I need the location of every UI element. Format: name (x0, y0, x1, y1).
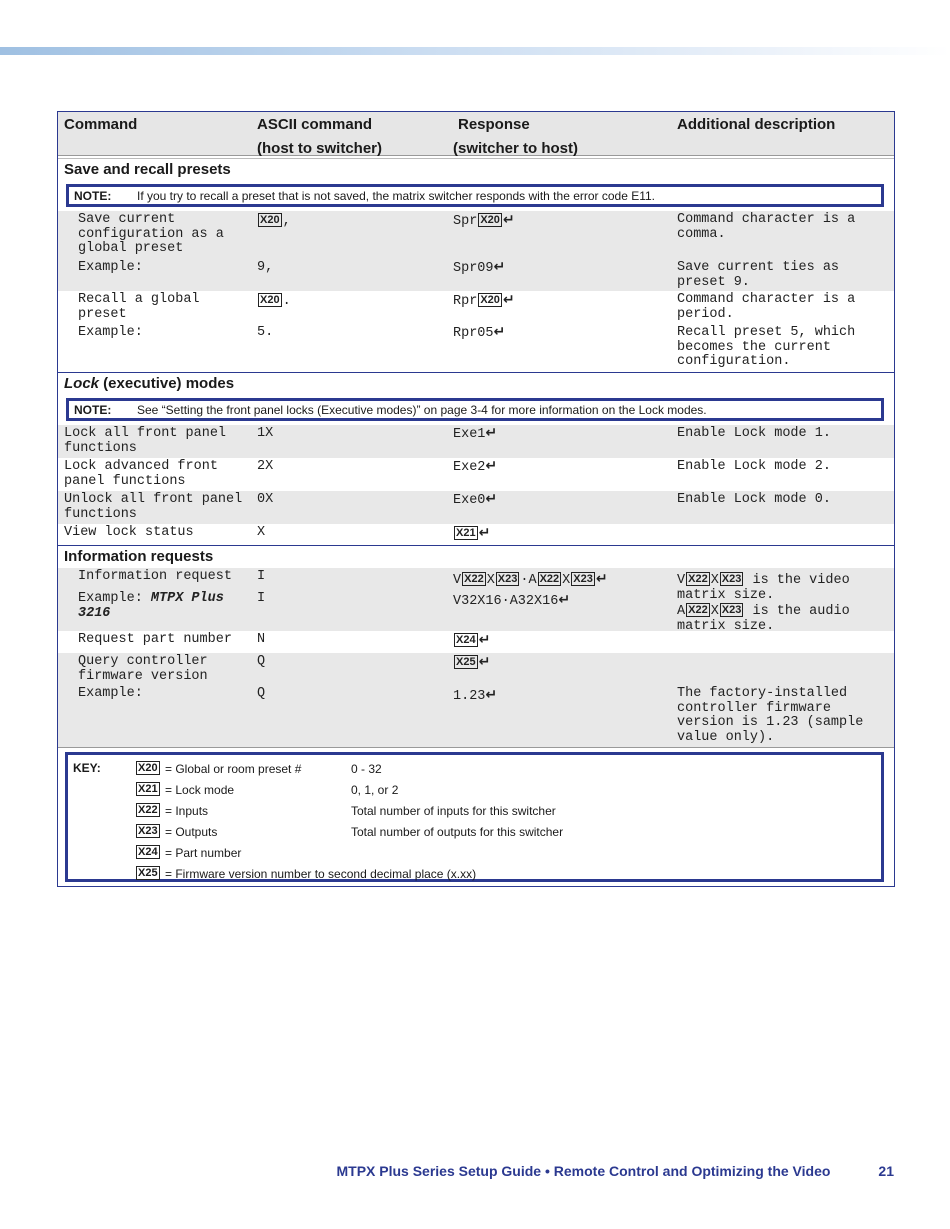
note-label: NOTE: (74, 402, 112, 417)
response-cell (453, 293, 515, 310)
response-cell (453, 633, 490, 650)
var-box: X21 (138, 783, 158, 795)
var-box: X25 (138, 867, 158, 879)
var-box: X23 (721, 604, 742, 616)
desc-x: X (710, 604, 719, 619)
key-value: 0, 1, or 2 (351, 783, 399, 797)
note-lock (66, 398, 884, 421)
page-number: 21 (878, 1163, 894, 1179)
cmd-cell: Query controller firmware version (78, 654, 208, 684)
desc-cell: Command character is a period. (677, 292, 856, 322)
table-row (58, 458, 894, 491)
table-row (58, 259, 894, 291)
ascii-cell: 0X (257, 492, 274, 507)
ascii-cell: 9, (257, 260, 274, 275)
key-row (135, 845, 835, 863)
enter-icon: ↵ (478, 632, 491, 648)
table-row (58, 324, 894, 372)
key-row (135, 866, 835, 884)
resp-text: Exe2 (453, 460, 486, 475)
top-gradient-bar (0, 47, 950, 55)
ascii-cell: 1X (257, 426, 274, 441)
key-desc: = Inputs (165, 804, 209, 818)
table-row (58, 631, 894, 653)
response-cell (453, 594, 570, 610)
key-wrapper (58, 747, 894, 882)
var-box: X20 (260, 214, 280, 226)
section-title-info: Information requests (58, 545, 894, 568)
enter-icon: ↵ (595, 571, 608, 587)
response-cell (453, 655, 490, 672)
var-box: X22 (138, 804, 158, 816)
ascii-suffix: . (282, 294, 291, 309)
desc-audio: is the audio matrix size. (677, 604, 850, 634)
resp-v: V (453, 573, 462, 588)
key-row (135, 824, 835, 842)
desc-cell (677, 572, 887, 634)
var-box: X23 (573, 573, 593, 585)
var-box: X25 (456, 656, 476, 668)
ascii-cell: Q (257, 686, 266, 701)
var-box: X23 (721, 573, 742, 585)
enter-icon: ↵ (558, 592, 571, 608)
var-box: X20 (260, 294, 280, 306)
resp-dot: · (520, 573, 529, 588)
table-row (58, 425, 894, 458)
enter-icon: ↵ (485, 458, 498, 474)
resp-text: Exe1 (453, 427, 486, 442)
response-cell (453, 261, 505, 277)
key-value: Total number of inputs for this switcher (351, 804, 556, 818)
section-title-italic: Lock (64, 375, 100, 392)
note-label: NOTE: (74, 188, 112, 203)
ascii-cell: 2X (257, 459, 274, 474)
key-value: Total number of outputs for this switcher (351, 825, 564, 839)
table-row (58, 653, 894, 747)
note-text: See “Setting the front panel locks (Executive modes)” on page 3-4 for more information on the Lock modes. (137, 402, 707, 417)
table-row (58, 211, 894, 259)
enter-icon: ↵ (493, 324, 506, 340)
key-desc: = Outputs (165, 825, 218, 839)
var-box: X20 (480, 294, 500, 306)
desc-cell: Enable Lock mode 0. (677, 492, 831, 507)
enter-icon: ↵ (493, 259, 506, 275)
command-table (57, 111, 895, 887)
header-response-sub: (switcher to host) (453, 140, 579, 157)
desc-cell: Recall preset 5, which becomes the current configuration. (677, 325, 856, 369)
ascii-cell (257, 213, 291, 230)
resp-text: Spr09 (453, 261, 494, 276)
desc-cell: Enable Lock mode 2. (677, 459, 831, 474)
header-description: Additional description (677, 116, 836, 133)
desc-video: is the video matrix size. (677, 573, 850, 603)
example-model: MTPX Plus 3216 (78, 591, 224, 621)
table-row (58, 491, 894, 524)
table-row (58, 291, 894, 324)
ascii-cell: 5. (257, 325, 274, 340)
enter-icon: ↵ (485, 491, 498, 507)
response-cell (453, 526, 490, 543)
cmd-cell: View lock status (64, 525, 194, 540)
example-prefix: Example: (78, 591, 151, 606)
ascii-cell: I (257, 591, 266, 606)
enter-icon: ↵ (502, 212, 515, 228)
footer-title: MTPX Plus Series Setup Guide • Remote Control and Optimizing the Video (336, 1163, 831, 1179)
ascii-cell: X (257, 525, 266, 540)
response-cell (453, 326, 505, 342)
section-title-rest: (executive) modes (99, 375, 235, 392)
cmd-cell: Information request (78, 569, 232, 584)
var-box: X20 (138, 762, 158, 774)
cmd-cell: Example: (78, 260, 143, 275)
desc-x: X (710, 573, 719, 588)
resp-text: V32X16·A32X16 (453, 594, 559, 609)
var-box: X24 (456, 634, 476, 646)
key-label: KEY: (73, 761, 101, 775)
cmd-cell: Recall a global preset (78, 292, 200, 322)
note-text: If you try to recall a preset that is not saved, the matrix switcher responds with the error code E11. (137, 188, 656, 203)
response-cell (453, 460, 497, 476)
var-box: X21 (456, 527, 476, 539)
key-desc: = Global or room preset # (165, 762, 302, 776)
enter-icon: ↵ (502, 292, 515, 308)
response-cell (453, 689, 497, 705)
var-box: X20 (480, 214, 500, 226)
ascii-suffix: , (282, 214, 291, 229)
header-command: Command (64, 116, 138, 133)
key-row (135, 761, 835, 779)
section-title-save-recall: Save and recall presets (58, 158, 894, 181)
resp-prefix: Spr (453, 214, 478, 229)
ascii-cell (257, 293, 291, 310)
enter-icon: ↵ (478, 525, 491, 541)
cmd-cell: Request part number (78, 632, 232, 647)
response-cell (453, 213, 515, 230)
header-response: Response (458, 116, 530, 133)
page-footer (336, 1163, 894, 1179)
var-box: X22 (464, 573, 484, 585)
cmd-cell: Lock all front panel functions (64, 426, 227, 456)
cmd-cell: Example: (78, 325, 143, 340)
desc-v: V (677, 573, 686, 588)
var-box: X22 (688, 573, 708, 585)
ascii-cell: Q (257, 654, 266, 669)
desc-cell: Save current ties as preset 9. (677, 260, 840, 290)
var-box: X23 (497, 573, 518, 585)
response-cell (453, 572, 608, 589)
var-box: X22 (539, 573, 560, 585)
key-box (65, 752, 884, 882)
ascii-cell: N (257, 632, 266, 647)
key-row (135, 782, 835, 800)
desc-cell: Command character is a comma. (677, 212, 856, 242)
resp-text: Exe0 (453, 493, 486, 508)
resp-prefix: Rpr (453, 294, 478, 309)
cmd-cell-example (78, 592, 253, 621)
table-header (58, 112, 894, 156)
enter-icon: ↵ (485, 687, 498, 703)
resp-a: A (528, 573, 537, 588)
key-value: 0 - 32 (351, 762, 382, 776)
cmd-cell: Lock advanced front panel functions (64, 459, 218, 489)
header-ascii: ASCII command (257, 116, 373, 133)
var-box: X22 (688, 604, 708, 616)
key-desc: = Part number (165, 846, 242, 860)
note-save-recall (66, 184, 884, 207)
resp-text: 1.23 (453, 689, 486, 704)
resp-x: X (486, 573, 495, 588)
cmd-cell: Example: (78, 686, 143, 701)
desc-cell: The factory-installed controller firmware version is 1.23 (sample value only). (677, 686, 864, 745)
response-cell (453, 493, 497, 509)
desc-a: A (677, 604, 686, 619)
key-desc: = Firmware version number to second decimal place (x.xx) (165, 867, 477, 881)
var-box: X24 (138, 846, 158, 858)
enter-icon: ↵ (478, 654, 491, 670)
key-desc: = Lock mode (165, 783, 235, 797)
section-title-lock (58, 372, 894, 395)
header-ascii-sub: (host to switcher) (257, 140, 383, 157)
var-box: X23 (138, 825, 158, 837)
resp-x: X (562, 573, 571, 588)
table-row (58, 568, 894, 634)
enter-icon: ↵ (485, 425, 498, 441)
resp-text: Rpr05 (453, 326, 494, 341)
desc-cell: Enable Lock mode 1. (677, 426, 831, 441)
cmd-cell: Save current configuration as a global preset (78, 212, 224, 256)
table-row (58, 524, 894, 545)
response-cell (453, 427, 497, 443)
cmd-cell: Unlock all front panel functions (64, 492, 243, 522)
key-row (135, 803, 835, 821)
ascii-cell: I (257, 569, 266, 584)
